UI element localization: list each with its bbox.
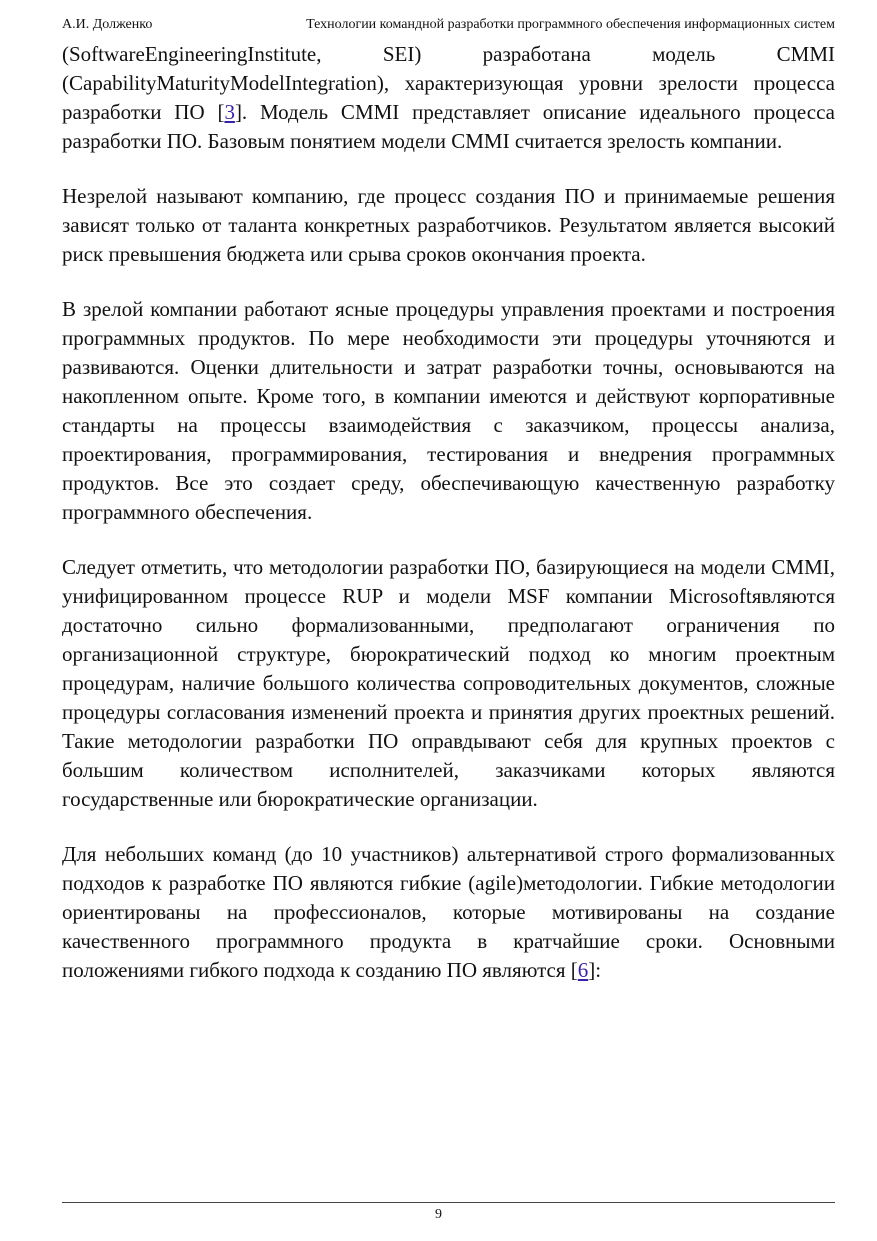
reference-link-6[interactable]: 6 — [577, 958, 589, 982]
footer-divider — [62, 1202, 835, 1203]
header-document-title: Технологии командной разработки программного обеспечения информационных систем — [306, 17, 835, 32]
page-body — [62, 40, 835, 1011]
paragraph-text: ]. Модель CMMI представляет описание идеального процесса разработки ПО. Базовым понятием модели CMMI считается зрелость компании. — [62, 100, 835, 153]
paragraph-mature-company: В зрелой компании работают ясные процедуры управления проектами и построения программных продуктов. По мере необходимости эти процедуры уточняются и развиваются. Оценки длительности и затрат разработки точны, основываются на накопленном опыте. Кроме того, в компании имеются и действуют корпоративные стандарты на процессы взаимодействия с заказчиком, процессы анализа, проектирования, программирования, тестирования и внедрения программных продуктов. Все это создает среду, обеспечивающую качественную разработку программного обеспечения. — [62, 297, 835, 524]
paragraph-text: Для небольших команд (до 10 участников) альтернативой строго формализованных подходов к разработке ПО являются гибкие (agile)методологии. Гибкие методологии ориентированы на профессионалов, которые мотивированы на создание качественного программного продукта в кратчайшие сроки. Основными положениями гибкого подхода к созданию ПО являются [ — [62, 842, 835, 982]
paragraph-text: ]: — [588, 958, 602, 982]
paragraph-agile — [62, 840, 835, 985]
reference-link-3[interactable]: 3 — [224, 100, 235, 124]
page-number: 9 — [435, 1207, 442, 1222]
paragraph-immature-company: Незрелой называют компанию, где процесс создания ПО и принимаемые решения зависят только от таланта конкретных разработчиков. Результатом является высокий риск превышения бюджета или срыва сроков окончания проекта. — [62, 184, 835, 266]
paragraph-text: (SoftwareEngineeringInstitute, SEI) разработана модель CMMI (CapabilityMaturityModelIntegration), характеризующая уровни зрелости процесса разработки ПО [ — [62, 42, 835, 124]
header-author: А.И. Долженко — [62, 17, 153, 32]
paragraph-cmmi — [62, 40, 835, 156]
paragraph-formal-methodologies: Следует отметить, что методологии разработки ПО, базирующиеся на модели CMMI, унифицированном процессе RUP и модели MSF компании Microsoftявляются достаточно сильно формализованными, предполагают ограничения по организационной структуре, бюрократический подход ко многим проектным процедурам, наличие большого количества сопроводительных документов, сложные процедуры согласования изменений проекта и принятия других проектных решений. Такие методологии разработки ПО оправдывают себя для крупных проектов с большим количеством исполнителей, заказчиками которых являются государственные или бюрократические организации. — [62, 555, 835, 811]
